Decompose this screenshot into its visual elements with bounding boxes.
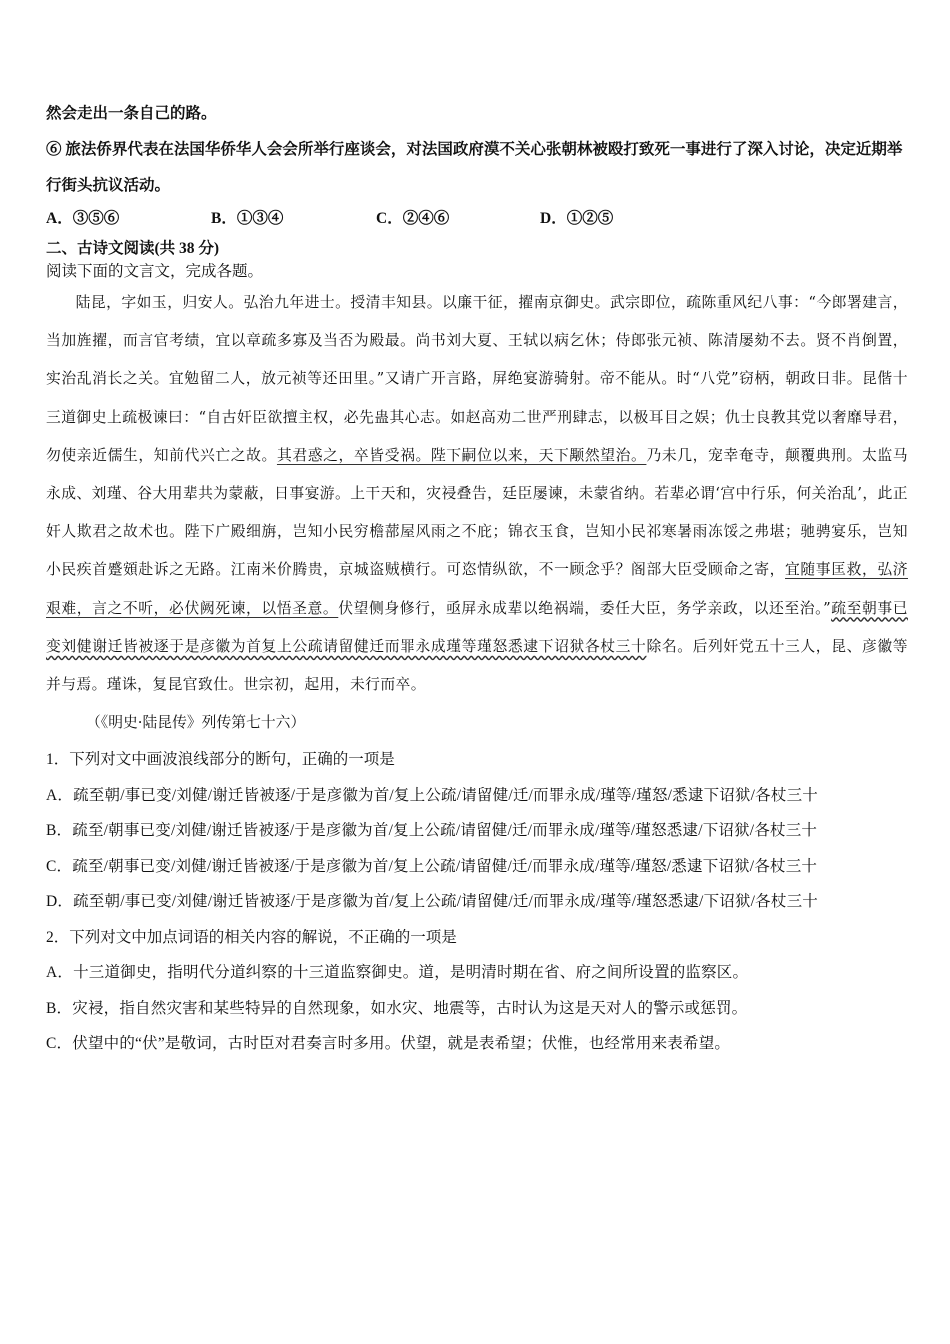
passage-part-4: 除名。后列奸党五十三人，昆、彦徽等并与焉。瑾诛，复昆官致仕。世宗初，起用，未行而卒。 — [46, 637, 908, 694]
document-page — [46, 96, 908, 1062]
passage-part-2: 乃未几，宠幸奄寺，颠覆典刑。太监马永成、刘瑾、谷大用辈共为蒙蔽，日事宴游。上干天和，灾祲叠告，廷臣屡谏，未蒙省纳。若辈必谓‘宫中行乐，何关治乱’，此正奸人欺君之故术也。陛下广殿细旃，岂知小民穷檐蔀屋风雨之不庇；锦衣玉食，岂知小民祁寒暑雨冻馁之弗堪；驰骋宴乐，岂知小民疾首蹙頞赴诉之无路。江南米价腾贵，京城盗贼横行。可恣情纵欲，不一顾念乎？阁部大臣受顾命之寄， — [46, 446, 908, 579]
statement-6: ⑥ 旅法侨界代表在法国华侨华人会会所举行座谈会，对法国政府漠不关心张朝林被殴打致死一事进行了深入讨论，决定近期举行街头抗议活动。 — [46, 141, 903, 194]
question-1-choice-c: C．疏至/朝事已变/刘健/谢迁皆被逐/于是彦徽为首/复上公疏/请留健/迁/而罪永成/瑾等/瑾怒/悉逮下诏狱/各杖三十 — [46, 857, 818, 875]
section-instruction: 阅读下面的文言文，完成各题。 — [46, 263, 264, 280]
option-b: B．①③④ — [211, 210, 284, 227]
question-1-stem: 1．下列对文中画波浪线部分的断句，正确的一项是 — [46, 751, 395, 769]
classical-passage — [46, 284, 908, 704]
passage-part-3: 伏望侧身修行，亟屏永成辈以绝祸端，委任大臣，务学亲政，以还至治。” — [338, 599, 832, 617]
section-title: 二、古诗文阅读(共 38 分) — [46, 240, 220, 257]
question-2-choice-b: B．灾祲，指自然灾害和某些特异的自然现象，如水灾、地震等，古时认为这是天对人的警示或惩罚。 — [46, 999, 748, 1017]
option-a: A．③⑤⑥ — [46, 210, 120, 227]
passage-source: （《明史·陆昆传》列传第七十六） — [86, 714, 306, 732]
question-2-choice-c: C．伏望中的“伏”是敬词，古时臣对君奏言时多用。伏望，就是表希望；伏惟，也经常用来表希望。 — [46, 1035, 731, 1053]
question-2-choice-a: A．十三道御史，指明代分道纠察的十三道监察御史。道，是明清时期在省、府之间所设置的监察区。 — [46, 964, 749, 982]
option-d: D．①②⑤ — [540, 210, 614, 227]
passage-part-1: 陆昆，字如玉，归安人。弘治九年进士。授清丰知县。以廉干征，擢南京御史。武宗即位，疏陈重风纪八事：“今郎署建言，当加旌擢，而言官考绩，宜以章疏多寡及当否为殿最。尚书刘大夏、王轼以病乞休；侍郎张元祯、陈清屡劾不去。贤不肖倒置，实治乱消长之关。宜勉留二人，放元祯等还田里。”又请广开言路，屏绝宴游骑射。帝不能从。时“八党”窃柄，朝政日非。昆偕十三道御史上疏极谏曰：“自古奸臣欲擅主权，必先蛊其心志。如赵高劝二世严刑肆志，以极耳目之娱；仇士良教其党以奢靡导君，勿使亲近儒生，知前代兴亡之故。 — [46, 294, 908, 464]
question-1-choice-a: A．疏至朝/事已变/刘健/谢迁皆被逐/于是彦徽为首/复上公疏/请留健/迁/而罪永成/瑾等/瑾怒/悉逮下诏狱/各杖三十 — [46, 786, 818, 804]
underlined-sentence-2: 宜随事匡救，弘济艰难，言之不听，必伏阙死谏，以悟圣意。 — [46, 561, 908, 617]
option-c: C．②④⑥ — [376, 210, 450, 227]
underlined-sentence-1: 其君惑之，卒皆受祸。陛下嗣位以来，天下颙然望治。 — [276, 446, 647, 464]
question-1-choice-d: D．疏至朝/事已变/刘健/谢迁皆被逐/于是彦徽为首/复上公疏/请留健/迁/而罪永成/瑾等/瑾怒悉逮/下诏狱/各杖三十 — [46, 893, 818, 911]
wavy-underlined-sentence: 疏至朝事已变刘健谢迁皆被逐于是彦徽为首复上公疏请留健迁而罪永成瑾等瑾怒悉逮下诏狱各杖三十 — [46, 599, 908, 655]
question-2-stem: 2．下列对文中加点词语的相关内容的解说，不正确的一项是 — [46, 928, 457, 946]
answer-options — [46, 204, 908, 234]
question-1-choice-b: B．疏至/朝事已变/刘健/谢迁皆被逐/于是彦徽为首/复上公疏/请留健/迁/而罪永成/瑾等/瑾怒悉逮/下诏狱/各杖三十 — [46, 822, 818, 840]
continued-line: 然会走出一条自己的路。 — [46, 105, 217, 122]
